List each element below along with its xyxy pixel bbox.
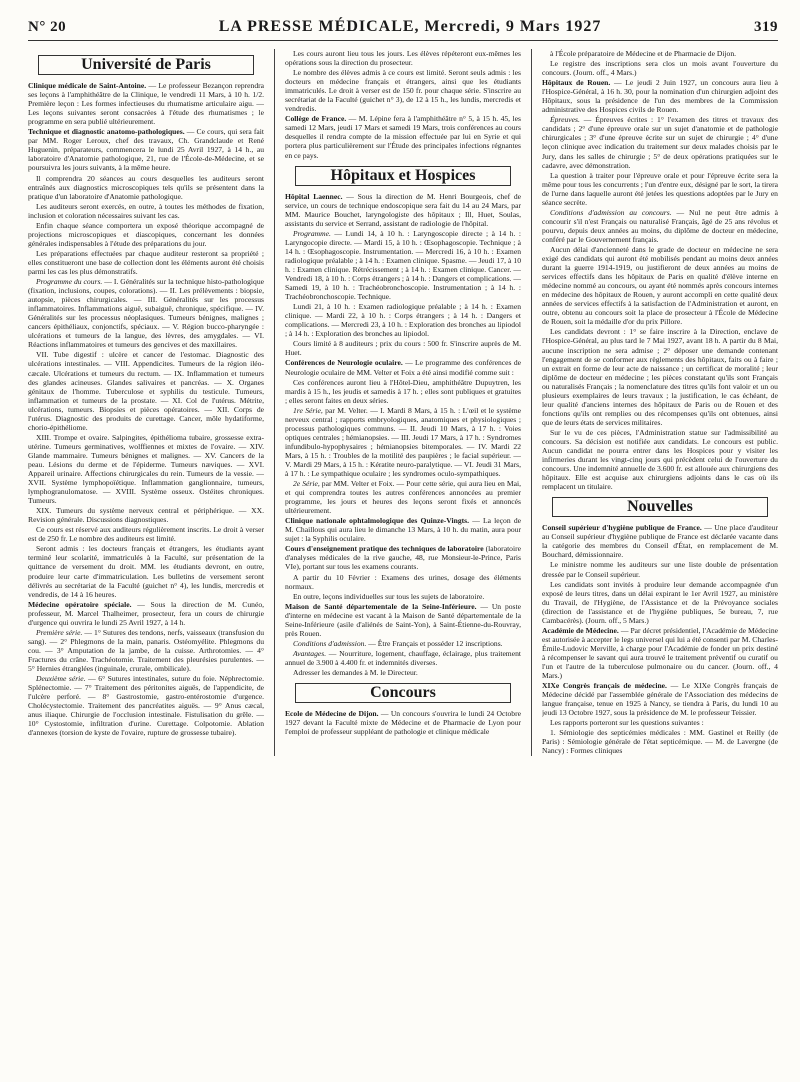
article-paragraph — [28, 350, 264, 431]
article-heading: Technique et diagnostic anatomo-pathologiques. — [28, 127, 185, 137]
article-paragraph — [28, 525, 264, 543]
column-3-nouvelles-articles — [542, 523, 778, 755]
article-text: VII. Tube digestif : ulcère et cancer de l'estomac. Diagnostic des ulcérations intestinales. — VIII. Appendicites. Tumeurs de la région iléo-cæcale. Ulcérations et tumeurs du rectum. — IX. Inflammation et tumeurs des glandes acineuses. Glandes salivaires et pancréas. — X. Organes génitaux de l'homme. Tuberculose et syphilis du testicule. Tumeurs, inflammation et tumeurs de la prostate. — XI. Col de l'utérus. Métrite, ulcérations, tumeurs. Biopsies et pièces opératoires. — XII. Corps de l'utérus. Diagnostic des produits de curettage. Cancer, môle hydatiforme, chorio-épithéliome. — [28, 350, 265, 432]
article-text: XIII. Trompe et ovaire. Salpingites, épithélioma tubaire, grossesse extra-utérine. Tumeurs germinatives, wolffiennes et mixtes de l'ovaire. — XIV. Glande mammaire. Tumeurs bénignes et malignes. — XV. Cancers de la peau. Lésions du derme et de l'épiderme. Tumeurs næviques. — XVI. Appareil urinaire. Affections chirurgicales du rein. Tumeurs de la vessie. — XVII. Système lymphopoïétique. Inflammation ganglionnaire, tumeurs, lymphogranulomatose. — XVIII. Système osseux. Ostéites chroniques. Tumeurs. — [28, 432, 265, 506]
article-paragraph — [28, 600, 264, 627]
article-paragraph — [28, 221, 264, 248]
article-subheading: Conditions d'admission. — [292, 638, 367, 648]
article-paragraph — [285, 639, 521, 648]
article-subheading: 1re Série, — [292, 405, 323, 415]
article-text: — Le jeudi 2 Juin 1927, un concours aura lieu à l'Hospice-Général, à 16 h. 30, pour la nomination d'un chirurgien adjoint des Hôpitaux, sous la présidence de l'un des membres de la Commission administrative des Hospices civils de Rouen. — [541, 78, 778, 115]
article-text: — 1° Sutures des tendons, nerfs, vaisseaux (transfusion du sang). — 2° Phlegmons de la main, panaris. Ostéomyélite. Phlegmons du cou. — 3° Amputation de la jambe, de la cuisse. Arthrotomies. — 4° Fractures du crâne. Trachéotomie. Traitement des pleurésies purulentes. — 5° Hernies étranglées (inguinale, crurale, ombilicale). — [28, 627, 265, 673]
article-paragraph — [285, 709, 521, 736]
article-paragraph — [542, 245, 778, 326]
article-paragraph — [285, 192, 521, 228]
column-1-articles — [28, 81, 264, 737]
article-paragraph — [285, 49, 521, 67]
article-text: Les auditeurs seront exercés, en outre, à toutes les méthodes de fixation, inclusion et coloration nécessaires suivant les cas. — [28, 201, 265, 220]
article-subheading: Deuxième série. — [36, 674, 86, 684]
article-text: — M. Lépine fera à l'amphithéâtre n° 5, à 15 h. 45, les samedi 12 Mars, jeudi 17 Mars et samedi 19 Mars, trois conférences au cours desquelles il rendra compte de la mission effectuée par lui en Syrie et qui portera plus particulièrement sur l'Étude des principales infections régnantes en ce pays. — [284, 114, 521, 160]
article-text: Les rapports porteront sur les questions suivantes : — [549, 718, 704, 728]
article-paragraph — [542, 49, 778, 58]
section-title-hopitaux: Hôpitaux et Hospices — [295, 166, 511, 186]
article-paragraph — [285, 378, 521, 405]
article-heading: Cours d'enseignement pratique des techniques de laboratoire — [284, 544, 484, 554]
article-paragraph — [542, 327, 778, 427]
article-paragraph — [542, 208, 778, 244]
article-text: Lundi 21, à 10 h. : Examen radiologique préalable ; à 14 h. : Examen clinique. — Mardi 22, à 10 h. : Corps étrangers ; à 14 h. : Dangers et complications. — Mercredi 23, à 10 h. : Exploration des bronches au lipiodol ; à 14 h. : Exploration des bronches au lipiodol. — [284, 302, 521, 339]
article-paragraph — [285, 649, 521, 667]
article-text: Enfin chaque séance comportera un exposé théorique accompagné de projections microscopiques et diascopiques, concernant les données générales indispensables à l'étude des préparations du jour. — [28, 220, 265, 248]
article-text: XIX. Tumeurs du système nerveux central et périphérique. — XX. Revision générale. Discussions diagnostiques. — [28, 506, 265, 525]
article-paragraph — [28, 628, 264, 673]
issue-number: N° 20 — [28, 19, 67, 35]
article-text: Les cours auront lieu tous les jours. Les élèves répéteront eux-mêmes les opérations sous la direction du prosecteur. — [284, 49, 521, 68]
article-subheading: Programme du cours. — [36, 277, 103, 287]
article-text: Sur le vu de ces pièces, l'Administration statue sur l'admissibilité au concours. Sa décision est notifiée aux candidats. Le concours est public. Aucun candidat ne pourra entrer dans les Hospices pour y visiter les infirmeries durant les vingt-cinq jours qui précèdent celui de l'ouverture du concours. Une indemnité annuelle de 3.600 fr. est allouée aux chirurgiens des hôpitaux. Elle est acquise aux chirurgiens adjoints dans le cas où ils remplacent un titulaire. — [541, 427, 778, 492]
article-text: — Sous la direction de M. Henri Bourgeois, chef de service, un cours de technique endoscopique sera fait du 14 au 24 Mars, par MM. Maurice Bouchet, laryngologiste des hôpitaux ; Ill, Huet, Soulas, assistants du service et Serrand, assistant de radiologie de l'hôpital. — [284, 191, 521, 228]
article-subheading: 2e Série, — [292, 479, 320, 489]
article-heading: Conseil supérieur d'hygiène publique de France. — [541, 523, 702, 533]
column-1 — [28, 49, 264, 756]
article-text: Le ministre nomme les auditeurs sur une liste double de présentation dressée par le Conseil supérieur. — [541, 560, 778, 579]
article-paragraph — [28, 127, 264, 172]
article-text: — Un concours s'ouvrira le lundi 24 Octobre 1927 devant la Faculté mixte de Médecine et de Pharmacie de Lyon pour l'emploi de professeur suppléant de pathologie et clinique médicale — [284, 709, 521, 737]
article-text: — Le professeur Bezançon reprendra ses leçons à l'amphithéâtre de la Clinique, le vendredi 11 Mars, à 10 h. 1/2. Première leçon : Les formes infectieuses du rhumatisme articulaire aigu. — Les leçons suivantes seront consacrées à l'étude des rhumatismes ; le programme en sera publié ultérieurement. — [28, 81, 265, 127]
article-text: Les préparations effectuées par chaque auditeur resteront sa propriété ; elles constitueront une base de collection dont les éléments auront été choisis parmi les cas les plus démonstratifs. — [28, 248, 265, 276]
article-text: Cours limité à 8 auditeurs ; prix du cours : 500 fr. S'inscrire auprès de M. Huet. — [284, 339, 521, 358]
column-divider — [531, 49, 532, 756]
article-paragraph — [285, 602, 521, 638]
article-text: à l'École préparatoire de Médecine et de Pharmacie de Dijon. — [549, 49, 737, 58]
article-paragraph — [542, 115, 778, 169]
article-text: (laboratoire d'analyses médicales de la rive gauche, 48, rue Monsieur-le-Prince, Paris VIe), portant sur tous les examens courants. — [284, 544, 521, 572]
article-text: — Une place d'auditeur au Conseil supérieur d'hygiène publique de France est déclarée vacante dans la catégorie des membres du Conseil d'État, en remplacement de M. Bouchard, démissionnaire. — [541, 523, 778, 560]
article-paragraph — [542, 428, 778, 491]
article-text: par MM. Velter et Foix. — Pour cette série, qui aura lieu en Mai, et qui comprendra toutes les autres conférences annoncées au premier programme, les jours et heures des leçons seront fixés et annoncés ultérieurement. — [284, 479, 521, 516]
article-text: — Épreuves écrites : 1° l'examen des titres et travaux des candidats ; 2° d'une épreuve orale sur un sujet d'anatomie et de pathologie chirurgicales ; 3° d'une épreuve écrite sur un sujet de chirurgie ; 4° d'une leçon clinique avec indication du traitement sur deux malades choisis par le Jury, dans les salles de chirurgie ; 5° de deux opérations pratiquées sur le cadavre, avec démonstration. — [541, 115, 778, 170]
article-paragraph — [542, 523, 778, 559]
article-paragraph — [285, 479, 521, 515]
article-paragraph — [28, 277, 264, 349]
article-paragraph — [285, 406, 521, 478]
article-text: Les candidats devront : 1° se faire inscrire à la Direction, enclave de l'Hospice-Général, au plus tard le 7 Mai 1927, avant 18 h. A partir du 8 Mai, aucune inscription ne sera admise ; 2° déposer une demande contenant l'engagement de se conformer aux règlements des hôpitaux, faits ou à faire ; un extrait en forme de leur acte de naissance ; un certificat de moralité ; leur diplôme de docteur en médecine ; les pièces constatant qu'ils sont Français ou naturalisés Français ; la nomenclature des titres qu'ils font valoir et un ou plusieurs exemplaires de leurs travaux ; la justification, le cas échéant, de leur qualité d'anciens internes des hôpitaux de Paris ou de Rouen et des fonctions qu'ils ont remplies ou des récompenses qu'ils ont obtenues, ainsi que de leurs états de services militaires. — [541, 327, 778, 427]
article-paragraph — [28, 81, 264, 126]
article-paragraph — [28, 674, 264, 737]
article-paragraph — [28, 249, 264, 276]
column-2 — [285, 49, 521, 756]
article-paragraph — [285, 516, 521, 543]
article-subheading: Programme. — [292, 228, 331, 238]
article-paragraph — [542, 626, 778, 680]
article-heading: Conférences de Neurologie oculaire. — [284, 358, 403, 368]
article-text: — La leçon de M. Chaillous qui aura lieu le dimanche 13 Mars, à 10 h. du matin, aura pour sujet : la Syphilis oculaire. — [284, 516, 521, 544]
article-heading: Médecine opératoire spéciale. — [28, 599, 132, 609]
article-paragraph — [542, 681, 778, 717]
article-paragraph — [28, 544, 264, 598]
article-text: — Le programme des conférences de Neurologie oculaire de MM. Velter et Foix a été ainsi modifié comme suit : — [284, 358, 521, 377]
column-3-articles — [542, 49, 778, 491]
section-title-nouvelles: Nouvelles — [552, 497, 768, 517]
article-heading: Hôpital Laennec. — [284, 191, 343, 201]
article-paragraph — [285, 544, 521, 571]
article-subheading: Épreuves. — [549, 115, 580, 125]
article-text: Adresser les demandes à M. le Directeur. — [292, 668, 418, 677]
article-paragraph — [28, 174, 264, 201]
article-paragraph — [542, 171, 778, 207]
article-paragraph — [285, 229, 521, 301]
article-paragraph — [542, 728, 778, 755]
article-text: Il comprendra 20 séances au cours desquelles les auditeurs seront entraînés aux diagnostics microscopiques tels qu'ils se présentent dans la pratique d'un laboratoire d'Anatomie pathologique. — [28, 173, 265, 201]
article-text: La question à traiter pour l'épreuve orale et pour l'épreuve écrite sera la même pour tous les concurrents ; l'un d'entre eux, désigné par le sort, la tirera de l'urne dans laquelle auront été jetées les questions adoptées par le Jury en séance secrète. — [541, 170, 778, 207]
article-paragraph — [28, 433, 264, 505]
publication-title: LA PRESSE MÉDICALE, Mercredi, 9 Mars 1927 — [218, 18, 602, 35]
article-text: — Être Français et posséder 12 inscriptions. — [366, 638, 503, 648]
article-text: — Ce cours, qui sera fait par MM. Roger Leroux, chef des travaux, Ch. Grandclaude et René Huguenin, préparateurs, commencera le lundi 25 Avril 1927, à 14 h., au laboratoire d'Anatomie pathologique, 21, rue de l'École-de-Médecine, et se poursuivra les jours suivants, à la même heure. — [28, 127, 265, 173]
article-text: Aucun délai d'ancienneté dans le grade de docteur en médecine ne sera exigé des candidats qui auront été mobilisés pendant au moins deux années durant la guerre 1914-1919, ou justifieront de deux années au moins de services effectifs dans les hôpitaux de Paris en qualité d'élève interne en médecine nommé au concours, ou ayant été nommés après concours internes en médecine des hôpitaux de Rouen, y auront accompli en cette qualité deux années de services effectifs à la satisfaction de l'Administration et auront, en outre, obtenu au concours soit la place de prosecteur à l'École de Médecine de Rouen, soit la médaille d'or du prix Pillore. — [541, 244, 778, 327]
article-text: — Un poste d'interne en médecine est vacant à la Maison de Santé départementale de la Seine-Inférieure (asile d'aliénés de Saint-Yon), à Saint-Étienne-du-Rouvray, près Rouen. — [284, 601, 521, 638]
column-2-concours-articles — [285, 709, 521, 736]
article-text: Seront admis : les docteurs français et étrangers, les étudiants ayant terminé leur scolarité, immatriculés à la Faculté, sur présentation de la quittance de versement du droit. MM. les étudiants devront, en outre, produire leur carte d'immatriculation. Les bulletins de versement seront délivrés au secrétariat de la Faculté (guichet n° 4), les lundis, mercredis et vendredis, de 14 à 16 heures. — [28, 544, 265, 599]
article-heading: Académie de Médecine. — [541, 625, 619, 635]
article-text: — I. Généralités sur la technique histo-pathologique (fixation, inclusions, coupes, colorations). — II. Les prélèvements : biopsie, autopsie, pièces chirurgicales. — III. Généralités sur les processus inflammatoires. Inflammations aiguë, subaiguë, chronique, spécifique. — IV. Généralités sur les processus néoplasiques. Tumeurs bénignes, malignes ; cancers épithéliaux, conjonctifs, spéciaux. — V. Région bucco-pharyngée : ulcérations et tumeurs de la langue, des lèvres, des amygdales. — VI. Réactions inflammatoires et tumeurs des gencives et des maxillaires. — [28, 277, 265, 350]
article-paragraph — [542, 718, 778, 727]
columns — [28, 49, 778, 756]
section-title-universite: Université de Paris — [38, 55, 254, 75]
article-text: Ces conférences auront lieu à l'Hôtel-Dieu, amphithéâtre Dupuytren, les mardis à 15 h., les jeudis et samedis à 17 h. ; elles sont publiques et gratuites ; elles seront faites en deux séries. — [284, 377, 521, 405]
article-heading: Clinique médicale de Saint-Antoine. — [28, 81, 147, 91]
article-paragraph — [285, 668, 521, 677]
article-paragraph — [542, 560, 778, 578]
article-text: — Par décret présidentiel, l'Académie de Médecine est autorisée à accepter le legs universel qui lui a été consenti par M. Charles-Émile-Ludovic Merville, à charge pour l'Académie de fonder un prix destiné à récompenser le savant qui aura trouvé le traitement préventif ou curatif ou l'un et l'autre de la tuberculose pulmonaire ou du cancer. (Journ. off., 4 Mars.) — [541, 625, 778, 681]
page-header — [28, 18, 778, 41]
column-2-articles — [285, 192, 521, 677]
article-text: — Sous la direction de M. Cunéo, professeur, M. Marcel Thalheimer, prosecteur, fera un cours de chirurgie d'urgence qui ouvrira le lundi 25 Avril 1927, à 14 h. — [28, 599, 265, 627]
article-paragraph — [28, 506, 264, 524]
article-heading: Clinique nationale ophtalmologique des Quinze-Vingts. — [284, 516, 469, 526]
article-heading: XIXe Congrès français de médecine. — [541, 681, 667, 691]
article-paragraph — [285, 114, 521, 159]
article-heading: Ecole de Médecine de Dijon. — [284, 709, 379, 719]
article-subheading: Avantages. — [292, 648, 327, 658]
article-paragraph — [285, 592, 521, 601]
column-2-top-articles — [285, 49, 521, 160]
article-text: Le nombre des élèves admis à ce cours est limité. Seront seuls admis : les docteurs en médecine français et étrangers, ainsi que les étudiants immatriculés. Le droit à verser est de 150 fr. pour chaque série. S'inscrire au secrétariat de la Faculté (guichet n° 3), de 12 à 15 h., les lundis, mercredis et vendredis. — [284, 68, 521, 114]
column-3 — [542, 49, 778, 756]
section-title-concours: Concours — [295, 683, 511, 703]
article-text: par M. Velter. — I. Mardi 8 Mars, à 15 h. : L'œil et le système nerveux central ; rapports embryologiques, anatomiques et physiologiques ; processus pathologiques communs. — II. Jeudi 10 Mars, à 17 h. : Voies optiques centrales ; hémianopsies. — III. Jeudi 17 Mars, à 17 h. : Syndromes infundibulo-hypophysaires ; hémianopsies bitemporales. — IV. Mardi 22 Mars, à 15 h. : Troubles de la motilité des paupières ; le facial supérieur. — V. Mardi 29 Mars, à 15 h. : Kératite neuro-paralytique. — VI. Jeudi 31 Mars, à 17 h. : Le sympathique oculaire ; les syndromes oculo-sympathiques. — [284, 405, 521, 479]
article-paragraph — [285, 339, 521, 357]
article-paragraph — [28, 202, 264, 220]
article-text: — Lundi 14, à 10 h. : Laryngoscopie directe ; à 14 h. : Laryngocopie directe. — Mardi 15, à 10 h. : Œsophagoscopie. Technique ; à 14 h. : Œsophagoscopie. Instrumentation. — Mercredi 16, à 10 h. : Examen radiologique préalable ; à 14 h. : Examen clinique. Spasme. — Jeudi 17, à 10 h. : Examen clinique. Rétrécissement ; à 14 h. : Examen clinique. Cancer. — Vendredi 18, à 10 h. : Corps étrangers ; à 14 h. : Dangers et complications. — Samedi 19, à 10 h. : Trachéobronchoscopie. Instrumentation ; à 14 h. : Trachéobronchoscopie. Technique. — [284, 228, 521, 302]
article-text: — Le XIXe Congrès français de Médecine décidé par l'assemblée générale de l'Association des médecins de langue française, tenue en 1925 à Nancy, se tiendra à Paris, du lundi 10 au jeudi 13 Octobre 1927, sous la présidence de M. le professeur Teissier. — [541, 681, 778, 718]
article-text: Le registre des inscriptions sera clos un mois avant l'ouverture du concours. (Journ. off., 4 Mars.) — [541, 59, 778, 78]
article-heading: Hôpitaux de Rouen. — [541, 78, 611, 88]
article-paragraph — [285, 358, 521, 376]
article-subheading: Première série. — [36, 627, 83, 637]
article-paragraph — [542, 78, 778, 114]
article-paragraph — [285, 573, 521, 591]
column-divider — [274, 49, 275, 756]
article-text: — 6° Sutures intestinales, suture du foie. Néphrectomie. Splénectomie. — 7° Traitement des péritonites aiguës, de l'appendicite, de l'ulcère perforé. — 8° Gastrostomie, gastro-entérostomie d'urgence. Cholécystectomie. Traitement des pancréatites aiguës. — 9° Anus cæcal, anus iliaque. Chirurgie de l'occlusion intestinale. Fistulisation du grêle. — 10° Cystostomie, infiltration d'urine. Curettage. Colpotomie. Ablation d'annexes (torsion de kyste de l'ovaire, rupture de grossesse tubaire). — [28, 674, 265, 738]
article-text: Les candidats sont invités à produire leur demande accompagnée d'un exposé de leurs titres, dans un délai expirant le 1er Avril 1927, au ministère du Travail, de l'Hygiène, de l'Assistance et de la Prévoyance sociales (direction de l'assistance et de l'hygiène publiques, 5e bureau, 7, rue Cambacérès). (Journ. off., 5 Mars.) — [541, 579, 778, 625]
article-subheading: Conditions d'admission au concours. — [549, 207, 672, 217]
article-heading: Maison de Santé départementale de la Seine-Inférieure. — [284, 601, 477, 611]
article-paragraph — [285, 302, 521, 338]
page-number: 319 — [754, 19, 778, 35]
article-text: En outre, leçons individuelles sur tous les sujets de laboratoire. — [292, 591, 485, 601]
article-text: — Nourriture, logement, chauffage, éclairage, plus traitement annuel de 3.900 à 4.400 fr. et indemnités diverses. — [284, 648, 521, 667]
article-paragraph — [285, 68, 521, 113]
article-paragraph — [542, 59, 778, 77]
article-text: 1. Sémiologie des septicémies médicales : MM. Gastinel et Reilly (de Paris) : Sémiologie générale de l'état septicémique. — M. de Lavergne (de Nancy) : Formes cliniques — [541, 728, 778, 756]
article-heading: Collège de France. — [284, 114, 347, 124]
article-text: Ce cours est réservé aux auditeurs régulièrement inscrits. Le droit à verser est de 250 fr. Le nombre des auditeurs est limité. — [28, 525, 265, 544]
article-paragraph — [542, 580, 778, 625]
article-text: A partir du 10 Février : Examens des urines, dosage des éléments normaux. — [284, 572, 521, 591]
article-text: — Nul ne peut être admis à concourir s'il n'est Français ou naturalisé Français, âgé de 25 ans révolus et pourvu, depuis deux années au moins, du diplôme de docteur en médecine, conféré par le Gouvernement français. — [541, 207, 778, 244]
